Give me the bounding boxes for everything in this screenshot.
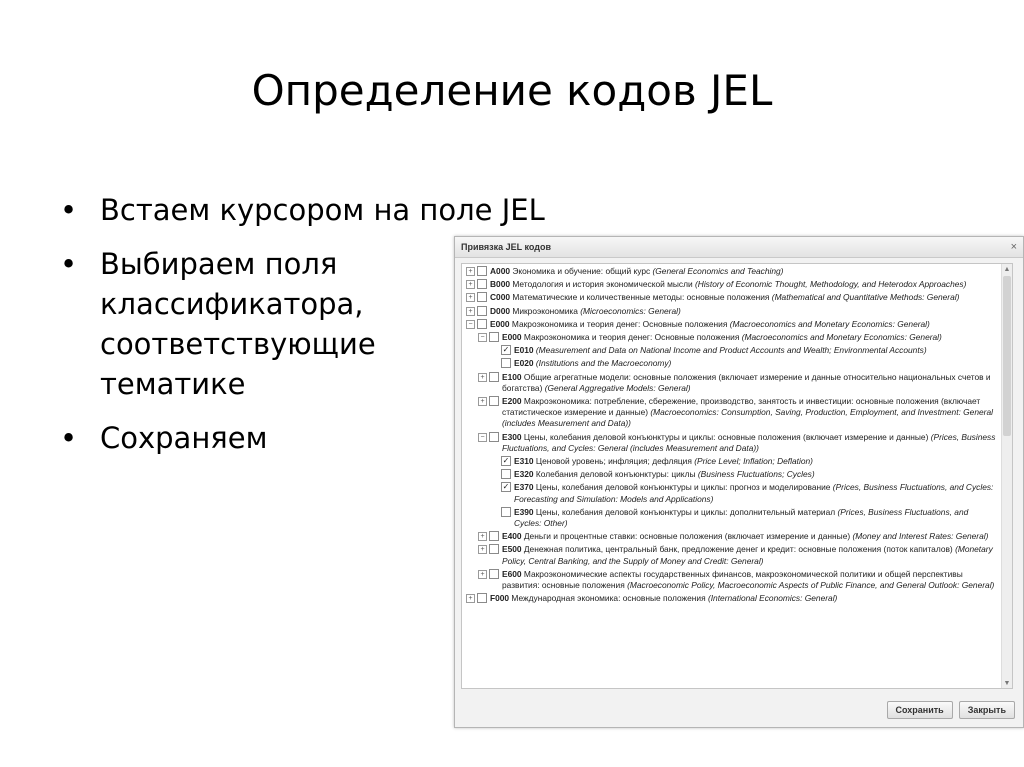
jel-dialog [454, 236, 1024, 728]
checkbox[interactable]: ✓ [502, 456, 510, 466]
tree-node-c000[interactable] [462, 292, 1012, 303]
jel-english: (Macroeconomics and Monetary Economics: General) [729, 318, 930, 329]
tree-node-e370[interactable] [462, 482, 1012, 504]
checkbox[interactable] [477, 292, 487, 302]
jel-code: B000 [490, 279, 511, 290]
jel-english: (Prices, Business Fluctuations, and Cycles: Other) [514, 506, 969, 529]
jel-code: E600 [502, 568, 522, 579]
tree-node-b000[interactable] [462, 279, 1012, 290]
jel-english: (International Economics: General) [707, 593, 838, 604]
jel-code: E100 [502, 371, 522, 382]
tree-node-label [462, 569, 998, 591]
checkbox[interactable] [477, 266, 487, 276]
tree-node-f000[interactable] [462, 593, 1012, 604]
tree-node-e390[interactable] [462, 507, 1012, 529]
dialog-footer [887, 701, 1015, 719]
jel-description: Цены, колебания деловой конъюнктуры и циклы: дополнительный материал [533, 506, 838, 517]
save-button[interactable]: Сохранить [887, 701, 953, 719]
tree-node-label [462, 279, 998, 290]
jel-description: Денежная политика, центральный банк, предложение денег и кредит: основные положения (поток капиталов) [521, 544, 956, 555]
jel-description: Международная экономика: основные положения [509, 593, 708, 604]
tree-node-e300[interactable] [462, 432, 1012, 454]
jel-code: E310 [514, 456, 534, 467]
jel-code: E300 [502, 431, 522, 442]
checkbox[interactable]: ✓ [502, 482, 510, 492]
expand-icon[interactable]: + [466, 280, 475, 289]
jel-english: (Macroeconomic Policy, Macroeconomic Aspects of Public Finance, and General Outlook: General) [627, 580, 995, 591]
dialog-header [455, 237, 1023, 258]
checkbox[interactable] [489, 372, 499, 382]
jel-english: (Macroeconomics and Monetary Economics: General) [741, 332, 942, 343]
jel-description: Макроэкономика и теория денег: Основные положения [521, 332, 742, 343]
jel-english: (Institutions and the Macroeconomy) [535, 358, 672, 369]
jel-code: E370 [514, 482, 534, 493]
tree-node-label [462, 306, 998, 317]
collapse-icon[interactable]: − [478, 333, 487, 342]
bullet-dot-icon: • [60, 193, 78, 227]
jel-description: Деньги и процентные ставки: основные положения (включает измерение и данные) [521, 531, 853, 542]
jel-code: E000 [490, 318, 510, 329]
jel-description: Математические и количественные методы: основные положения [510, 292, 772, 303]
tree-node-label [462, 482, 998, 504]
scroll-down-icon[interactable]: ▼ [1003, 680, 1011, 687]
bullet-text: Выбираем поля классификатора, соответствующие тематике [100, 247, 376, 401]
jel-code: E200 [502, 396, 522, 407]
jel-code: E010 [514, 345, 534, 356]
dialog-title: Привязка JEL кодов [461, 242, 551, 252]
tree-node-label [462, 319, 998, 330]
jel-tree [461, 263, 1013, 689]
jel-english: (Macroeconomics: Consumption, Saving, Production, Employment, and Investment: General (includes Measurement and Data)) [502, 407, 993, 429]
checkbox[interactable] [501, 507, 511, 517]
jel-code: C000 [490, 292, 511, 303]
checkbox[interactable] [477, 279, 487, 289]
bullet-item [60, 244, 450, 404]
checkbox[interactable] [489, 396, 499, 406]
tree-node-e310[interactable] [462, 456, 1012, 467]
checkbox[interactable] [477, 319, 487, 329]
tree-node-label [462, 531, 998, 542]
checkbox[interactable] [501, 469, 511, 479]
tree-node-label [462, 372, 998, 394]
jel-description: Цены, колебания деловой конъюнктуры и циклы: прогноз и моделирование [533, 482, 833, 493]
bullet-text: Встаем курсором на поле JEL [100, 193, 545, 227]
expand-icon[interactable]: + [478, 532, 487, 541]
tree-node-label [462, 292, 998, 303]
jel-description: Общие агрегатные модели: основные положения (включает измерение и данные относительно национальных счетов и богатства) [502, 371, 991, 393]
tree-node-label [462, 432, 998, 454]
jel-english: (Microeconomics: General) [580, 305, 681, 316]
jel-description: Цены, колебания деловой конъюнктуры и циклы: основные положения (включает измерение и данные) [521, 431, 931, 442]
tree-node-e320[interactable] [462, 469, 1012, 480]
jel-description: Методология и история экономической мысли [510, 279, 695, 290]
tree-node-e000[interactable] [462, 332, 1012, 343]
checkbox[interactable]: ✓ [502, 345, 510, 355]
expand-icon[interactable]: + [466, 267, 475, 276]
tree-node-label [462, 358, 998, 369]
tree-node-e500[interactable] [462, 544, 1012, 566]
jel-english: (Business Fluctuations; Cycles) [697, 469, 815, 480]
expand-icon[interactable]: + [466, 307, 475, 316]
tree-node-e000[interactable] [462, 319, 1012, 330]
tree-node-e200[interactable] [462, 396, 1012, 430]
scroll-up-icon[interactable]: ▲ [1003, 266, 1011, 273]
tree-node-label [462, 456, 998, 467]
tree-node-label [462, 266, 998, 277]
jel-description: Микроэкономика [510, 305, 581, 316]
tree-node-label [462, 396, 998, 430]
collapse-icon[interactable]: − [478, 433, 487, 442]
jel-english: (Monetary Policy, Central Banking, and the Supply of Money and Credit: General) [502, 544, 993, 566]
tree-node-e100[interactable] [462, 372, 1012, 394]
bullet-item [60, 418, 450, 458]
jel-english: (Price Level; Inflation; Deflation) [694, 456, 813, 467]
expand-icon[interactable]: + [478, 545, 487, 554]
jel-english: (Mathematical and Quantitative Methods: General) [771, 292, 960, 303]
jel-code: E020 [514, 358, 534, 369]
tree-node-e010[interactable] [462, 345, 1012, 356]
tree-node-e400[interactable] [462, 531, 1012, 542]
checkbox[interactable] [489, 544, 499, 554]
checkbox[interactable] [489, 569, 499, 579]
expand-icon[interactable]: + [478, 373, 487, 382]
jel-code: E320 [514, 469, 534, 480]
jel-code: E400 [502, 531, 522, 542]
jel-english: (Prices, Business Fluctuations, and Cycles: General (includes Measurement and Data)) [502, 431, 996, 453]
checkbox[interactable] [477, 306, 487, 316]
tree-node-label [462, 345, 998, 356]
slide-title: Определение кодов JEL [251, 66, 773, 115]
jel-code: A000 [490, 266, 511, 276]
tree-node-e600[interactable] [462, 569, 1012, 591]
tree-node-label [462, 469, 998, 480]
checkbox[interactable] [501, 358, 511, 368]
collapse-icon[interactable]: − [466, 320, 475, 329]
tree-node-label [462, 332, 998, 343]
jel-code: F000 [490, 593, 510, 604]
expand-icon[interactable]: + [466, 594, 475, 603]
checkbox[interactable] [489, 531, 499, 541]
jel-english: (Prices, Business Fluctuations, and Cycles: Forecasting and Simulation: Models and Applications) [514, 482, 994, 504]
jel-code: E390 [514, 506, 534, 517]
tree-node-label [462, 544, 998, 566]
expand-icon[interactable]: + [466, 293, 475, 302]
jel-description: Ценовой уровень; инфляция; дефляция [533, 456, 695, 467]
jel-description: Экономика и обучение: общий курс [510, 266, 653, 276]
jel-english: (General Aggregative Models: General) [544, 382, 691, 393]
jel-english: (General Economics and Teaching) [652, 266, 784, 276]
jel-code: D000 [490, 305, 511, 316]
jel-english: (Measurement and Data on National Income and Product Accounts and Wealth; Environmental Accounts) [535, 345, 927, 356]
jel-english: (History of Economic Thought, Methodology, and Heterodox Approaches) [694, 279, 967, 290]
checkbox[interactable] [489, 432, 499, 442]
bullet-item [60, 190, 740, 230]
checkbox[interactable] [489, 332, 499, 342]
tree-node-e020[interactable] [462, 358, 1012, 369]
bullet-dot-icon: • [60, 247, 78, 281]
expand-icon[interactable]: + [478, 570, 487, 579]
jel-english: (Money and Interest Rates: General) [852, 531, 989, 542]
close-button[interactable]: Закрыть [959, 701, 1015, 719]
tree-node-label [462, 507, 998, 529]
tree-node-label [462, 593, 998, 604]
expand-icon[interactable]: + [478, 397, 487, 406]
jel-code: E500 [502, 544, 522, 555]
tree-node-d000[interactable] [462, 306, 1012, 317]
jel-code: E000 [502, 332, 522, 343]
jel-description: Макроэкономические аспекты государственных финансов, макроэкономической политики и общей перспективы развития: основные положения [502, 568, 963, 591]
close-icon[interactable]: × [1010, 241, 1017, 253]
bullet-text: Сохраняем [100, 421, 268, 455]
bullet-dot-icon: • [60, 421, 78, 455]
checkbox[interactable] [477, 593, 487, 603]
jel-description: Макроэкономика: потребление, сбережение, производство, занятость и инвестиции: основные положения (включает статистическое измерение и данные) [502, 396, 981, 418]
jel-description: Макроэкономика и теория денег: Основные положения [509, 318, 730, 329]
jel-description: Колебания деловой конъюнктуры: циклы [533, 469, 698, 480]
tree-node-a000[interactable] [462, 266, 1012, 277]
